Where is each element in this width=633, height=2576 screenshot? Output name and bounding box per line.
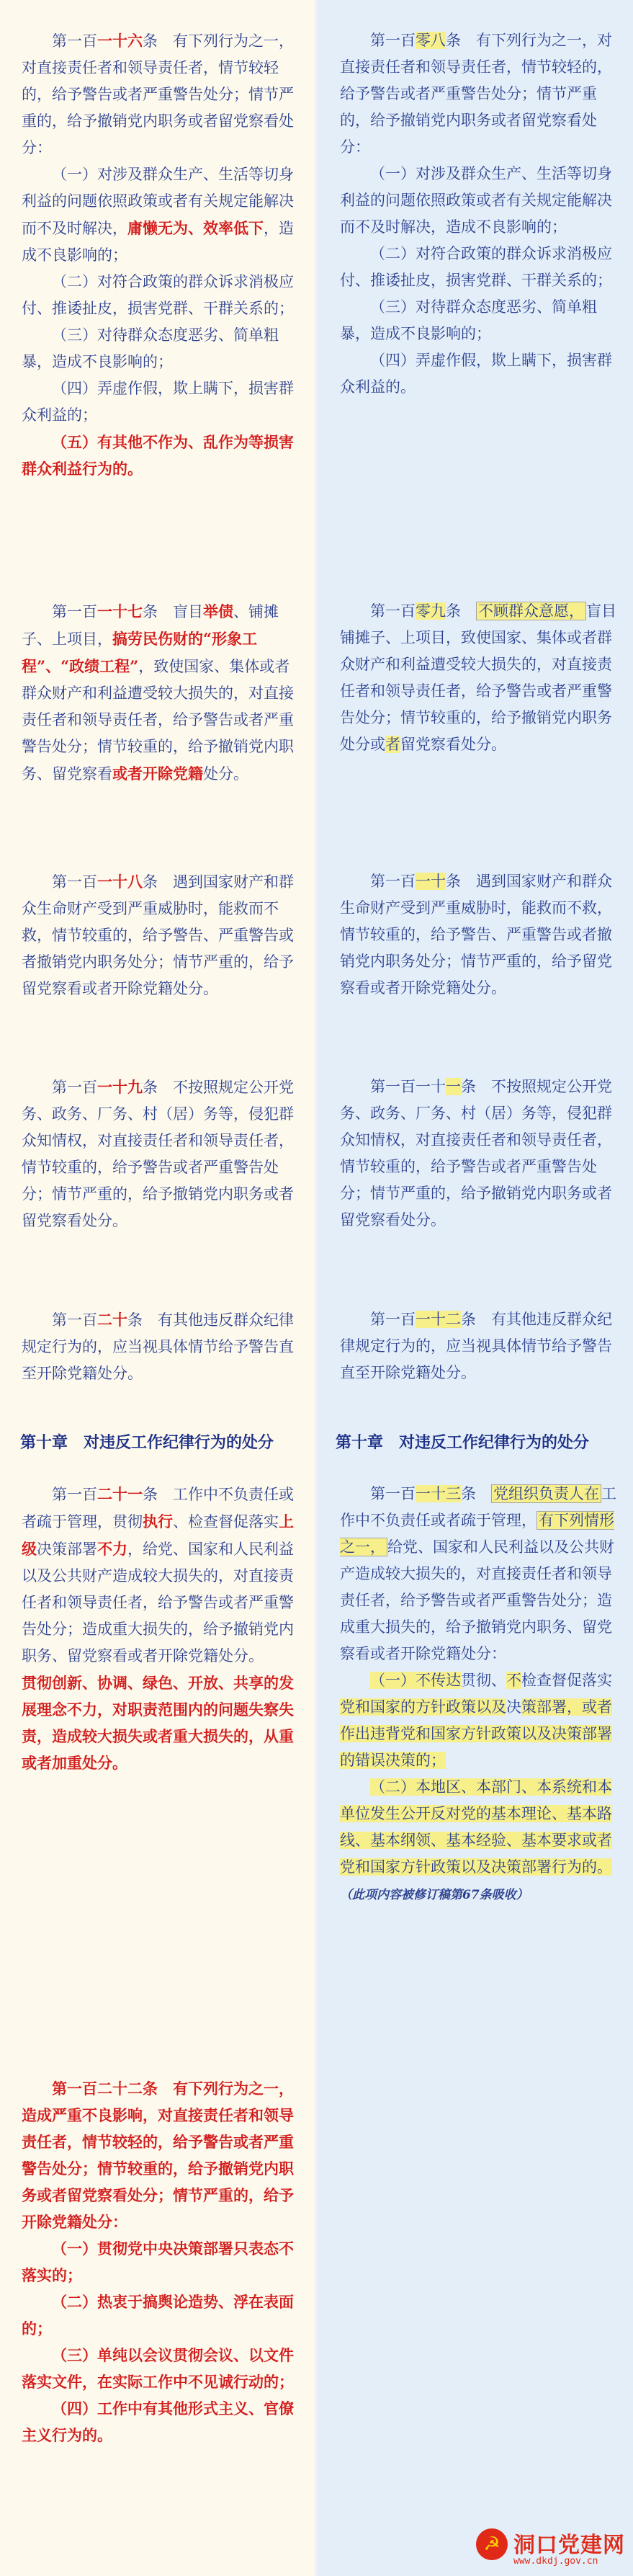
article-108: 第一百零八条 有下列行为之一，对直接责任者和领导责任者，情节较轻的，给予警告或者严重警告处分；情节严重的，给予撤销党内职务或者留党察看处分： （一）对涉及群众生产、生活等切身利益的问题依照政策或者有关规定能解决而不及时解决，造成不良影响的； （二）对符合政策的群众诉求消极应付、推诿扯皮，损害党群、干群关系的； （三）对待群众态度恶劣、简单粗暴，造成不良影响的； （四）弄虚作假，欺上瞒下，损害群众利益的。	[340, 32, 612, 396]
article-111: 第一百一十一条 不按照规定公开党务、政务、厂务、村（居）务等，侵犯群众知情权，对直接责任者和领导责任者，情节较重的，给予警告或者严重警告处分；情节严重的，给予撤销党内职务或者留党察看处分。	[340, 1078, 612, 1229]
article-120: 第一百二十条 有其他违反群众纪律规定行为的，应当视具体情节给予警告直至开除党籍处分。	[22, 1311, 294, 1382]
chapter-heading-left: 第十章 对违反工作纪律行为的处分	[20, 1434, 274, 1452]
watermark-title: 洞口党建网	[513, 2533, 625, 2558]
article-118: 第一百一十八条 遇到国家财产和群众生命财产受到严重威胁时，能救而不救，情节较重的，给予警告、严重警告或者撤销党内职务处分；情节严重的，给予留党察看或者开除党籍处分。	[22, 873, 294, 997]
article-122: 第一百二十二条 有下列行为之一，造成严重不良影响，对直接责任者和领导责任者，情节较轻的，给予警告或者严重警告处分；情节较重的，给予撤销党内职务或者留党察看处分；情节严重的，给予开除党籍处分： （一）贯彻党中央决策部署只表态不落实的； （二）热衷于搞舆论造势、浮在表面的； （三）单纯以会议贯彻会议、以文件落实文件，在实际工作中不见诚行动的； （四）工作中有其他形式主义、官僚主义行为的。	[22, 2080, 294, 2444]
article-109: 第一百零九条 不顾群众意愿， 盲目铺摊子、上项目，致使国家、集体或者群众财产和利益遭受较大损失的，对直接责任者和领导责任者，给予警告或者严重警告处分；情节较重的，给予撤销党内职务处分或者留党察看处分。	[340, 602, 616, 753]
party-emblem-icon: ☭	[476, 2528, 508, 2560]
article-116: 第一百一十六条 有下列行为之一，对直接责任者和领导责任者，情节较轻的，给予警告或者严重警告处分；情节严重的，给予撤销党内职务或者留党察看处分： （一）对涉及群众生产、生活等切身利益的问题依照政策或者有关规定能解决而不及时解决，庸懒无为、效率低下，造成不良影响的； （二）对符合政策的群众诉求消极应付、推诿扯皮，损害党群、干群关系的； （三）对待群众态度恶劣、简单粗暴，造成不良影响的； （四）弄虚作假，欺上瞒下，损害群众利益的； （五）有其他不作为、乱作为等损害群众利益行为的。	[22, 32, 294, 478]
site-watermark	[476, 2527, 627, 2570]
article-112: 第一百一十二条 有其他违反群众纪律规定行为的，应当视具体情节给予警告直至开除党籍处分。	[340, 1311, 612, 1381]
article-113: 第一百一十三条 党组织负责人在 工作中不负责任或者疏于管理， 有下列情形之一， 给党、国家和人民利益以及公共财产造成较大损失的，对直接责任者和领导责任者，给予警告或者严重警告处分；造成重大损失的，给予撤销党内职务、留党察看或者开除党籍处分： （一）不传达贯彻、不检查督促落实党和国家的方针政策以及决策部署，或者作出违背党和国家方针政策以及决策部署的错误决策的； （二）本地区、本部门、本系统和本单位发生公开反对党的基本理论、基本路线、基本纲领、基本经验、基本要求或者党和国家方针政策以及决策部署行为的。（此项内容被修订稿第67条吸收）	[340, 1485, 616, 1902]
article-119: 第一百一十九条 不按照规定公开党务、政务、厂务、村（居）务等，侵犯群众知情权，对直接责任者和领导责任者，情节较重的，给予警告或者严重警告处分；情节严重的，给予撤销党内职务或者留党察看处分。	[22, 1078, 294, 1229]
article-121: 第一百二十一条 工作中不负责任或者疏于管理，贯彻执行、检查督促落实上级决策部署不力，给党、国家和人民利益以及公共财产造成较大损失的，对直接责任者和领导责任者，给予警告或者严重警告处分；造成重大损失的，给予撤销党内职务、留党察看或者开除党籍处分。 贯彻创新、协调、绿色、开放、共享的发展理念不力，对职责范围内的问题失察失责，造成较大损失或者重大损失的，从重或者加重处分。	[22, 1485, 294, 1772]
article-110: 第一百一十条 遇到国家财产和群众生命财产受到严重威胁时，能救而不救，情节较重的，给予警告、严重警告或者撤销党内职务处分；情节严重的，给予留党察看或者开除党籍处分。	[340, 873, 612, 997]
article-117: 第一百一十七条 盲目举债、铺摊子、上项目，搞劳民伤财的“形象工程”、“政绩工程”，致使国家、集体或者群众财产和利益遭受较大损失的，对直接责任者和领导责任者，给予警告或者严重警告处分；情节较重的，给予撤销党内职务、留党察看或者开除党籍处分。	[22, 602, 294, 783]
watermark-url: www.dkdj.gov.cn	[513, 2556, 598, 2567]
chapter-heading-right: 第十章 对违反工作纪律行为的处分	[336, 1434, 590, 1452]
